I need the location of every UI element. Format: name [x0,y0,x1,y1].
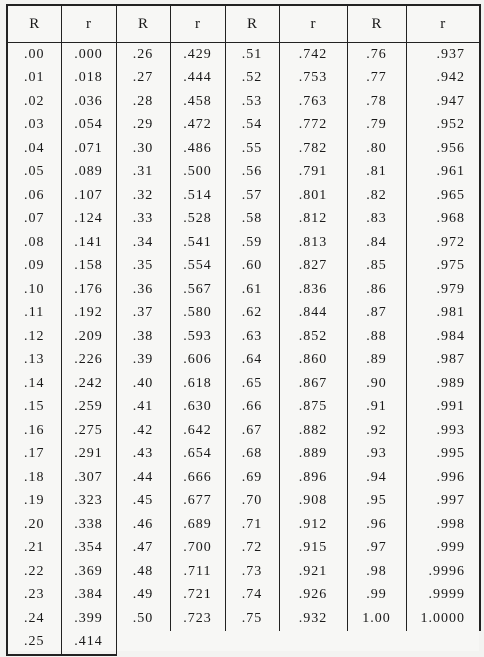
cell-R: 1.00 [347,607,406,631]
cell-r: .932 [279,607,347,631]
cell-r: .700 [170,537,225,561]
cell-r: .860 [279,349,347,373]
cell-R: .68 [225,443,279,467]
cell-r: .124 [61,208,116,232]
cell-r: .141 [61,231,116,255]
cell-r: .606 [170,349,225,373]
cell-r: .875 [279,396,347,420]
cell-r: .654 [170,443,225,467]
cell-r: .889 [279,443,347,467]
cell-r: .107 [61,184,116,208]
table-row [7,161,480,185]
cell-r: .158 [61,255,116,279]
cell-R: .70 [225,490,279,514]
cell-r: .209 [61,325,116,349]
cell-r: .414 [61,631,116,656]
cell-r: .989 [406,372,480,396]
cell-R: .35 [116,255,170,279]
cell-r: .514 [170,184,225,208]
cell-R: .72 [225,537,279,561]
cell-r: .921 [279,560,347,584]
cell-r [279,631,347,656]
cell-r: .666 [170,466,225,490]
cell-R: .46 [116,513,170,537]
cell-R: .29 [116,114,170,138]
cell-R: .59 [225,231,279,255]
cell-r: .942 [406,67,480,91]
header-r-2: r [170,5,225,43]
cell-R: .87 [347,302,406,326]
cell-R: .34 [116,231,170,255]
cell-r: .867 [279,372,347,396]
cell-R: .57 [225,184,279,208]
cell-r: .827 [279,255,347,279]
cell-R: .86 [347,278,406,302]
cell-R: .81 [347,161,406,185]
cell-r: .242 [61,372,116,396]
table-row [7,137,480,161]
cell-r: .772 [279,114,347,138]
table-row [7,537,480,561]
cell-R: .31 [116,161,170,185]
cell-R: .79 [347,114,406,138]
cell-r: .908 [279,490,347,514]
cell-R: .18 [7,466,61,490]
header-row [7,5,480,43]
table-row [7,419,480,443]
cell-r: .844 [279,302,347,326]
cell-R: .32 [116,184,170,208]
cell-r: .554 [170,255,225,279]
table-body [7,43,480,656]
cell-r: .998 [406,513,480,537]
cell-r: .472 [170,114,225,138]
cell-R: .43 [116,443,170,467]
cell-R: .63 [225,325,279,349]
cell-r: .630 [170,396,225,420]
cell-R: .75 [225,607,279,631]
cell-r: .723 [170,607,225,631]
cell-r: .711 [170,560,225,584]
cell-r: .580 [170,302,225,326]
cell-r: .956 [406,137,480,161]
cell-R: .42 [116,419,170,443]
cell-r: .259 [61,396,116,420]
cell-R: .69 [225,466,279,490]
table-row [7,396,480,420]
cell-R: .44 [116,466,170,490]
cell-R: .62 [225,302,279,326]
cell-R: .14 [7,372,61,396]
cell-r: .975 [406,255,480,279]
table-row [7,631,480,656]
cell-R: .11 [7,302,61,326]
cell-R [116,631,170,656]
cell-r: .618 [170,372,225,396]
cell-R: .55 [225,137,279,161]
cell-r: .972 [406,231,480,255]
cell-r [170,631,225,656]
cell-R: .53 [225,90,279,114]
cell-r: .979 [406,278,480,302]
cell-r: .000 [61,43,116,67]
cell-R: .88 [347,325,406,349]
cell-R: .27 [116,67,170,91]
cell-r: .275 [61,419,116,443]
cell-R: .28 [116,90,170,114]
cell-R: .54 [225,114,279,138]
cell-R: .94 [347,466,406,490]
cell-R: .41 [116,396,170,420]
cell-R: .16 [7,419,61,443]
cell-r: .836 [279,278,347,302]
cell-r: .323 [61,490,116,514]
cell-R: .52 [225,67,279,91]
cell-R: .30 [116,137,170,161]
cell-R: .15 [7,396,61,420]
header-R-2: R [116,5,170,43]
cell-R: .51 [225,43,279,67]
cell-R: .90 [347,372,406,396]
cell-r: .500 [170,161,225,185]
cell-r: .291 [61,443,116,467]
cell-R: .76 [347,43,406,67]
cell-R: .07 [7,208,61,232]
table-page [6,4,479,651]
table-row [7,466,480,490]
cell-r: .952 [406,114,480,138]
cell-r: .567 [170,278,225,302]
cell-r: .528 [170,208,225,232]
table-row [7,302,480,326]
cell-r: .429 [170,43,225,67]
cell-r: .458 [170,90,225,114]
cell-R: .99 [347,584,406,608]
cell-R: .50 [116,607,170,631]
cell-R: .96 [347,513,406,537]
cell-R: .83 [347,208,406,232]
cell-r: .486 [170,137,225,161]
cell-R: .17 [7,443,61,467]
cell-R: .73 [225,560,279,584]
cell-R: .19 [7,490,61,514]
cell-R: .20 [7,513,61,537]
table-row [7,114,480,138]
header-r-1: r [61,5,116,43]
cell-r: .384 [61,584,116,608]
table-row [7,349,480,373]
cell-r: .782 [279,137,347,161]
cell-r: .984 [406,325,480,349]
table-row [7,372,480,396]
cell-R: .67 [225,419,279,443]
cell-R: .56 [225,161,279,185]
table-row [7,255,480,279]
cell-R: .26 [116,43,170,67]
cell-r: .642 [170,419,225,443]
cell-R: .04 [7,137,61,161]
cell-R: .23 [7,584,61,608]
table-row [7,443,480,467]
cell-R: .64 [225,349,279,373]
cell-R: .03 [7,114,61,138]
cell-R: .37 [116,302,170,326]
cell-r: .961 [406,161,480,185]
cell-r: .176 [61,278,116,302]
table-row [7,90,480,114]
cell-r: .937 [406,43,480,67]
header-r-4: r [406,5,480,43]
cell-r: .226 [61,349,116,373]
cell-R: .82 [347,184,406,208]
cell-R: .93 [347,443,406,467]
cell-R: .21 [7,537,61,561]
cell-R: .06 [7,184,61,208]
cell-R: .47 [116,537,170,561]
cell-R: .65 [225,372,279,396]
header-R-1: R [7,5,61,43]
cell-R: .01 [7,67,61,91]
cell-r: .677 [170,490,225,514]
cell-r: .689 [170,513,225,537]
cell-R: .40 [116,372,170,396]
cell-r: .912 [279,513,347,537]
cell-r: .763 [279,90,347,114]
cell-r: .813 [279,231,347,255]
cell-r: .753 [279,67,347,91]
cell-r: .444 [170,67,225,91]
table-row [7,208,480,232]
cell-r: .593 [170,325,225,349]
cell-R: .71 [225,513,279,537]
cell-r: .993 [406,419,480,443]
cell-r: .926 [279,584,347,608]
cell-r: .307 [61,466,116,490]
cell-R: .89 [347,349,406,373]
cell-r: .852 [279,325,347,349]
cell-r: .192 [61,302,116,326]
cell-r: .791 [279,161,347,185]
cell-r: .991 [406,396,480,420]
cell-R [225,631,279,656]
cell-r: .981 [406,302,480,326]
cell-r: .965 [406,184,480,208]
cell-r: .997 [406,490,480,514]
cell-r: .896 [279,466,347,490]
cell-r: .812 [279,208,347,232]
cell-R: .97 [347,537,406,561]
cell-R: .02 [7,90,61,114]
cell-R: .77 [347,67,406,91]
cell-R: .60 [225,255,279,279]
cell-R: .48 [116,560,170,584]
cell-R: .08 [7,231,61,255]
table-row [7,513,480,537]
cell-R: .00 [7,43,61,67]
cell-R: .78 [347,90,406,114]
cell-R: .49 [116,584,170,608]
table-row [7,184,480,208]
cell-R: .45 [116,490,170,514]
cell-R: .10 [7,278,61,302]
cell-r: .369 [61,560,116,584]
cell-R: .85 [347,255,406,279]
cell-R: .36 [116,278,170,302]
cell-r: .054 [61,114,116,138]
cell-r: .071 [61,137,116,161]
cell-r: .801 [279,184,347,208]
cell-r: .882 [279,419,347,443]
cell-R: .38 [116,325,170,349]
cell-R: .98 [347,560,406,584]
table-row [7,231,480,255]
cell-r [406,631,480,656]
cell-R: .95 [347,490,406,514]
header-r-3: r [279,5,347,43]
cell-R: .25 [7,631,61,656]
cell-r: .089 [61,161,116,185]
cell-r: .036 [61,90,116,114]
cell-r: .9999 [406,584,480,608]
cell-r: .996 [406,466,480,490]
table-row [7,607,480,631]
cell-R: .39 [116,349,170,373]
cell-R: .61 [225,278,279,302]
table-row [7,67,480,91]
cell-R: .91 [347,396,406,420]
cell-r: .995 [406,443,480,467]
cell-R: .74 [225,584,279,608]
cell-r: .399 [61,607,116,631]
table-row [7,43,480,67]
table-row [7,584,480,608]
cell-r: .721 [170,584,225,608]
cell-R: .66 [225,396,279,420]
cell-R: .22 [7,560,61,584]
cell-R: .84 [347,231,406,255]
table-row [7,490,480,514]
cell-R: .13 [7,349,61,373]
cell-R: .12 [7,325,61,349]
cell-r: .018 [61,67,116,91]
cell-r: .338 [61,513,116,537]
cell-R [347,631,406,656]
cell-r: .947 [406,90,480,114]
cell-r: .999 [406,537,480,561]
cell-R: .80 [347,137,406,161]
cell-R: .92 [347,419,406,443]
cell-r: .915 [279,537,347,561]
cell-R: .05 [7,161,61,185]
table-row [7,325,480,349]
cell-r: .9996 [406,560,480,584]
cell-R: .09 [7,255,61,279]
table-row [7,278,480,302]
conversion-table [6,4,481,656]
header-R-3: R [225,5,279,43]
cell-r: .354 [61,537,116,561]
cell-r: 1.0000 [406,607,480,631]
cell-r: .541 [170,231,225,255]
cell-r: .987 [406,349,480,373]
cell-r: .742 [279,43,347,67]
cell-R: .58 [225,208,279,232]
header-R-4: R [347,5,406,43]
cell-R: .24 [7,607,61,631]
cell-R: .33 [116,208,170,232]
cell-r: .968 [406,208,480,232]
table-row [7,560,480,584]
